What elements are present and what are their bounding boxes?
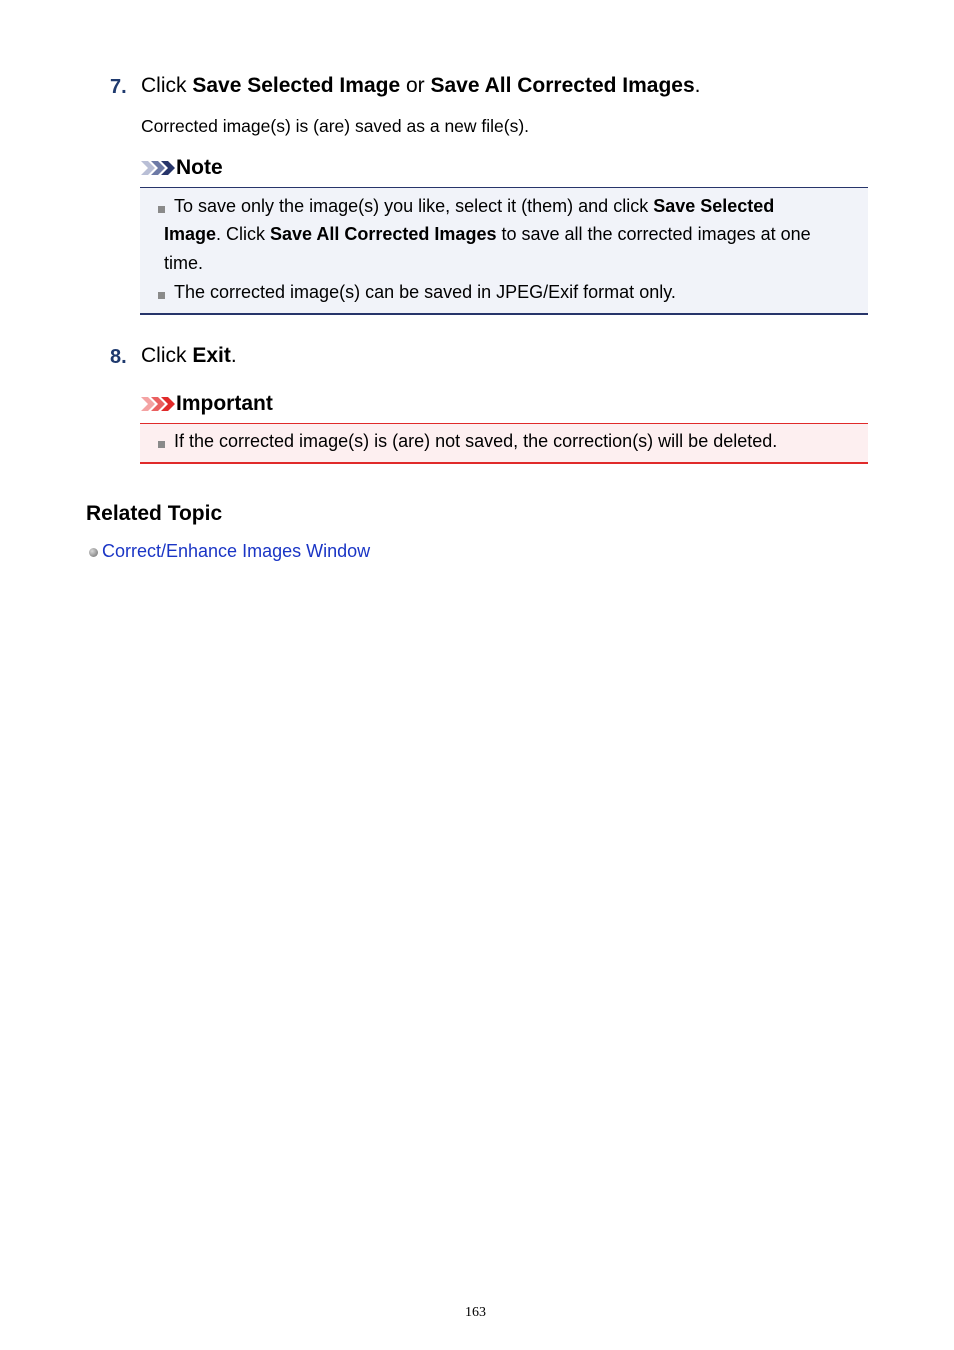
note-item-1 bbox=[158, 192, 774, 221]
note-item-1-bold: Save Selected bbox=[653, 196, 775, 216]
step-8-instruction bbox=[141, 344, 237, 368]
note-item-2 bbox=[158, 278, 676, 307]
important-title: Important bbox=[176, 392, 273, 415]
note-arrows-icon bbox=[141, 161, 171, 175]
step-7-number: 7. bbox=[110, 76, 127, 98]
step-8-suffix: . bbox=[230, 344, 237, 367]
important-item-1-text: If the corrected image(s) is (are) not saved, the correction(s) will be deleted. bbox=[174, 431, 778, 451]
related-topic-heading: Related Topic bbox=[86, 502, 223, 525]
note-item-1-line2 bbox=[164, 220, 811, 249]
note-item-1-mid: . Click bbox=[216, 224, 271, 244]
page-number: 163 bbox=[465, 1305, 486, 1320]
note-heading bbox=[141, 156, 223, 180]
important-heading bbox=[141, 392, 273, 416]
note-item-1-text: To save only the image(s) you like, select it (them) and click bbox=[174, 196, 654, 216]
note-title: Note bbox=[176, 156, 223, 179]
note-item-2-text: The corrected image(s) can be saved in JPEG/Exif format only. bbox=[174, 282, 676, 302]
step-8-number: 8. bbox=[110, 346, 127, 368]
note-item-1-bold-image: Image bbox=[164, 224, 217, 244]
exit-label: Exit bbox=[192, 344, 231, 367]
save-selected-image-label: Save Selected Image bbox=[192, 74, 401, 97]
correct-enhance-images-window-link[interactable]: Correct/Enhance Images Window bbox=[102, 541, 371, 561]
note-item-1-line3: time. bbox=[164, 253, 204, 273]
note-item-1-bold-save-all: Save All Corrected Images bbox=[270, 224, 497, 244]
step-7-prefix: Click bbox=[141, 74, 193, 97]
important-item-1 bbox=[158, 427, 777, 456]
step-7-instruction bbox=[141, 74, 701, 98]
bullet-square-icon bbox=[158, 206, 165, 213]
bullet-square-icon bbox=[158, 441, 165, 448]
step-7-middle: or bbox=[400, 74, 431, 97]
bullet-square-icon bbox=[158, 292, 165, 299]
note-item-1-suffix: to save all the corrected images at one bbox=[496, 224, 811, 244]
related-link-item[interactable] bbox=[89, 541, 370, 562]
important-arrows-icon bbox=[141, 397, 171, 411]
step-7-suffix: . bbox=[694, 74, 701, 97]
step-8-prefix: Click bbox=[141, 344, 193, 367]
step-7-description: Corrected image(s) is (are) saved as a new file(s). bbox=[141, 116, 530, 136]
save-all-corrected-images-label: Save All Corrected Images bbox=[430, 74, 695, 97]
link-bullet-icon bbox=[89, 548, 98, 557]
